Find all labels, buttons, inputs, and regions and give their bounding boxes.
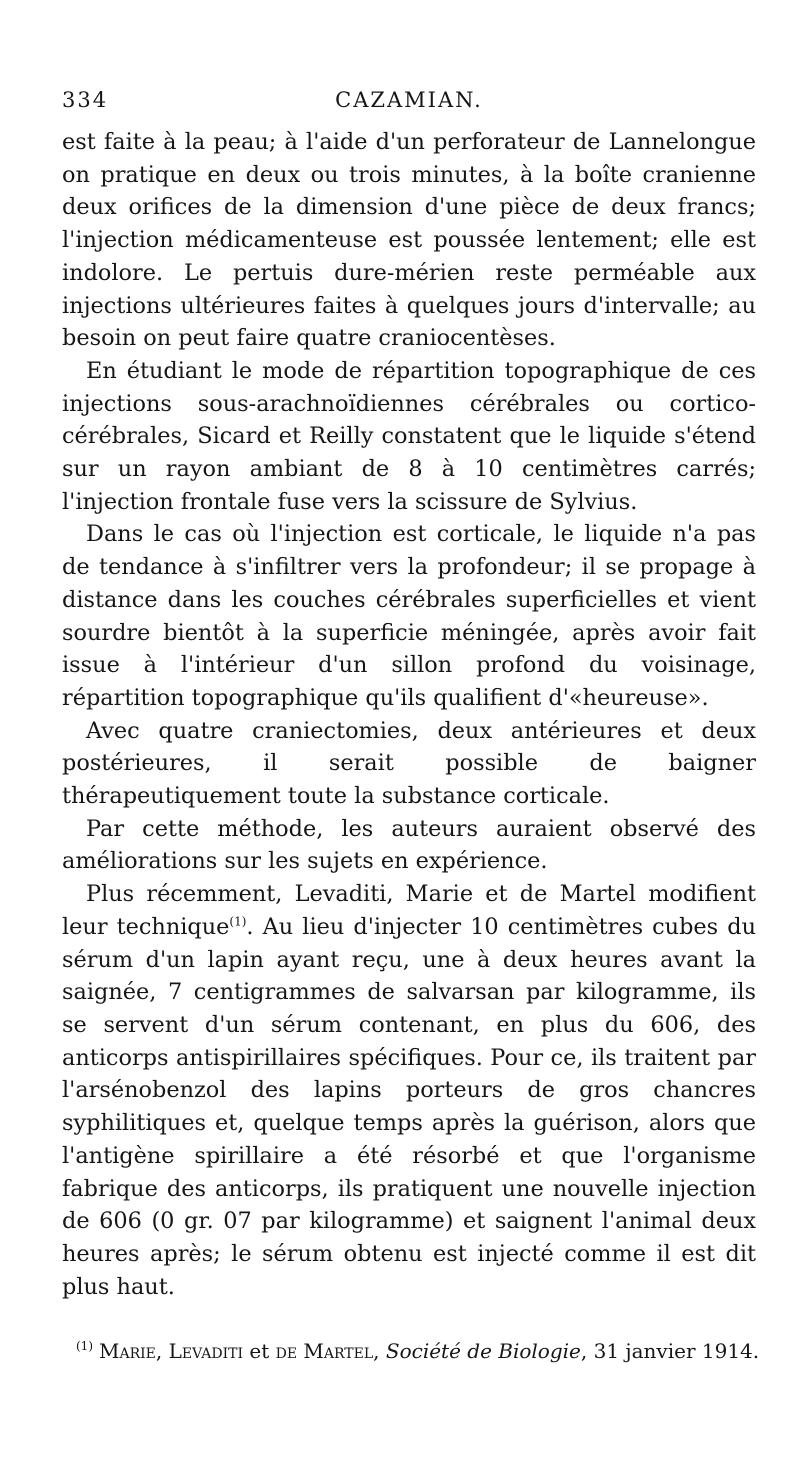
paragraph: Avec quatre craniectomies, deux antérieures et deux postérieures, il serait possible de baigner thérapeutiquement toute la substance corticale.: [62, 717, 756, 810]
footnote-authors: Martel: [297, 1339, 374, 1363]
footnote-authors: Marie, Levaditi: [99, 1339, 243, 1363]
footnote-mark: (1): [76, 1339, 93, 1354]
footnote-reference: (1): [229, 914, 247, 929]
paragraph-text: Plus récemment, Levaditi, Marie et de Martel modifient leur technique: [62, 881, 756, 940]
paragraph-continuation: est faite à la peau; à l'aide d'un perforateur de Lannelongue on pratique en deux ou trois minutes, à la boîte cranienne deux orifices de la dimension d'une pièce de deux francs; l'injection médicamenteuse est poussée lentement; elle est indolore. Le pertuis dure-mérien reste perméable aux injections ultérieures faites à quelques jours d'intervalle; au besoin on peut faire quatre craniocentèses.: [62, 129, 756, 352]
footnote-source: Société de Biologie: [385, 1339, 581, 1363]
footnote-separator: ,: [373, 1339, 386, 1363]
paragraph: Par cette méthode, les auteurs auraient observé des améliorations sur les sujets en expérience.: [62, 815, 756, 875]
page-header: [62, 88, 756, 122]
paragraph-text: . Au lieu d'injecter 10 centimètres cubes du sérum d'un lapin ayant reçu, une à deux heures avant la saignée, 7 centigrammes de salvarsan par kilogramme, ils se servent d'un sérum contenant, en plus du 606, des anticorps antispirillaires spécifiques. Pour ce, ils traitent par l'arsénobenzol des lapins porteurs de gros chancres syphilitiques et, quelque temps après la guérison, alors que l'antigène spirillaire a été résorbé et que l'organisme fabrique des anticorps, ils pratiquent une nouvelle injection de 606 (0 gr. 07 par kilogramme) et saignent l'animal deux heures après; le sérum obtenu est injecté comme il est dit plus haut.: [62, 913, 757, 1300]
footnote-connector: et: [243, 1339, 276, 1363]
footnote-date: , 31 janvier 1914.: [580, 1339, 760, 1363]
footnote: [76, 1337, 760, 1365]
paragraph-with-footnote-ref: [62, 878, 756, 1303]
paragraph: Dans le cas où l'injection est corticale, le liquide n'a pas de tendance à s'infiltrer vers la profondeur; il se propage à distance dans les couches cérébrales superficielles et vient sourdre bientôt à la superficie méningée, après avoir fait issue à l'intérieur d'un sillon profond du voisinage, répartition topographique qu'ils qualifient d'«heureuse».: [62, 521, 756, 711]
body-text: [62, 126, 756, 1303]
paragraph: En étudiant le mode de répartition topographique de ces injections sous-arachnoïdiennes cérébrales ou cortico-cérébrales, Sicard et Reilly constatent que le liquide s'étend sur un rayon ambiant de 8 à 10 centimètres carrés; l'injection frontale fuse vers la scissure de Sylvius.: [62, 357, 756, 515]
footnote-particle: de: [275, 1339, 298, 1363]
page-number: 334: [62, 88, 109, 112]
running-title: CAZAMIAN.: [335, 88, 483, 112]
